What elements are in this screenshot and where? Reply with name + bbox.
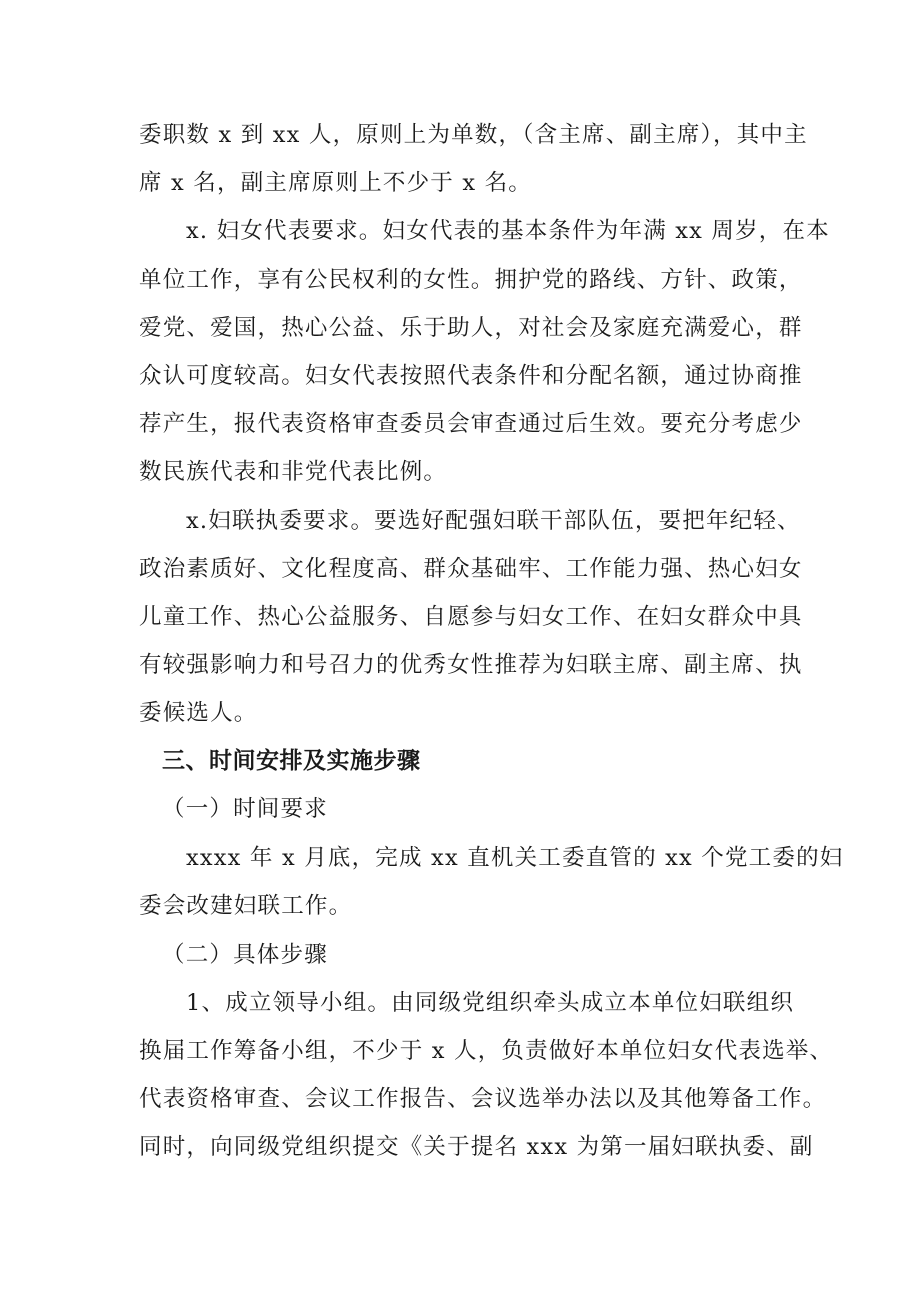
paragraph-line: 委职数 x 到 xx 人，原则上为单数，（含主席、副主席），其中主 — [139, 122, 808, 148]
paragraph-line: 爱党、爱国，热心公益、乐于助人，对社会及家庭充满爱心，群 — [139, 315, 803, 341]
paragraph-line: x.妇联执委要求。要选好配强妇联干部队伍，要把年纪轻、 — [186, 508, 801, 534]
paragraph-line: 同时，向同级党组织提交《关于提名 xxx 为第一届妇联执委、副 — [139, 1134, 814, 1160]
subheading: （二）具体步骤 — [162, 942, 328, 968]
paragraph-line: 儿童工作、热心公益服务、自愿参与妇女工作、在妇女群众中具 — [139, 604, 803, 630]
paragraph-line: 1、成立领导小组。由同级党组织牵头成立本单位妇联组织 — [186, 990, 795, 1016]
paragraph-line: 换届工作筹备小组，不少于 x 人，负责做好本单位妇女代表选举、 — [139, 1038, 834, 1064]
paragraph-line: 委候选人。 — [139, 700, 258, 726]
paragraph-line: 政治素质好、文化程度高、群众基础牢、工作能力强、热心妇女 — [139, 556, 803, 582]
paragraph-line: 荐产生，报代表资格审查委员会审查通过后生效。要充分考虑少 — [139, 411, 803, 437]
paragraph-line: 有较强影响力和号召力的优秀女性推荐为妇联主席、副主席、执 — [139, 652, 803, 678]
paragraph-line: 代表资格审查、会议工作报告、会议选举办法以及其他筹备工作。 — [139, 1086, 827, 1112]
subheading: （一）时间要求 — [162, 796, 328, 822]
paragraph-line: x. 妇女代表要求。妇女代表的基本条件为年满 xx 周岁，在本 — [186, 218, 830, 244]
paragraph-line: 委会改建妇联工作。 — [139, 893, 353, 919]
paragraph-line: 众认可度较高。妇女代表按照代表条件和分配名额，通过协商推 — [139, 363, 803, 389]
paragraph-line: xxxx 年 x 月底，完成 xx 直机关工委直管的 xx 个党工委的妇 — [186, 845, 844, 871]
paragraph-line: 数民族代表和非党代表比例。 — [139, 459, 448, 485]
paragraph-line: 单位工作，享有公民权利的女性。拥护党的路线、方针、政策， — [139, 267, 803, 293]
section-heading: 三、时间安排及实施步骤 — [162, 748, 421, 774]
paragraph-line: 席 x 名，副主席原则上不少于 x 名。 — [139, 170, 532, 196]
